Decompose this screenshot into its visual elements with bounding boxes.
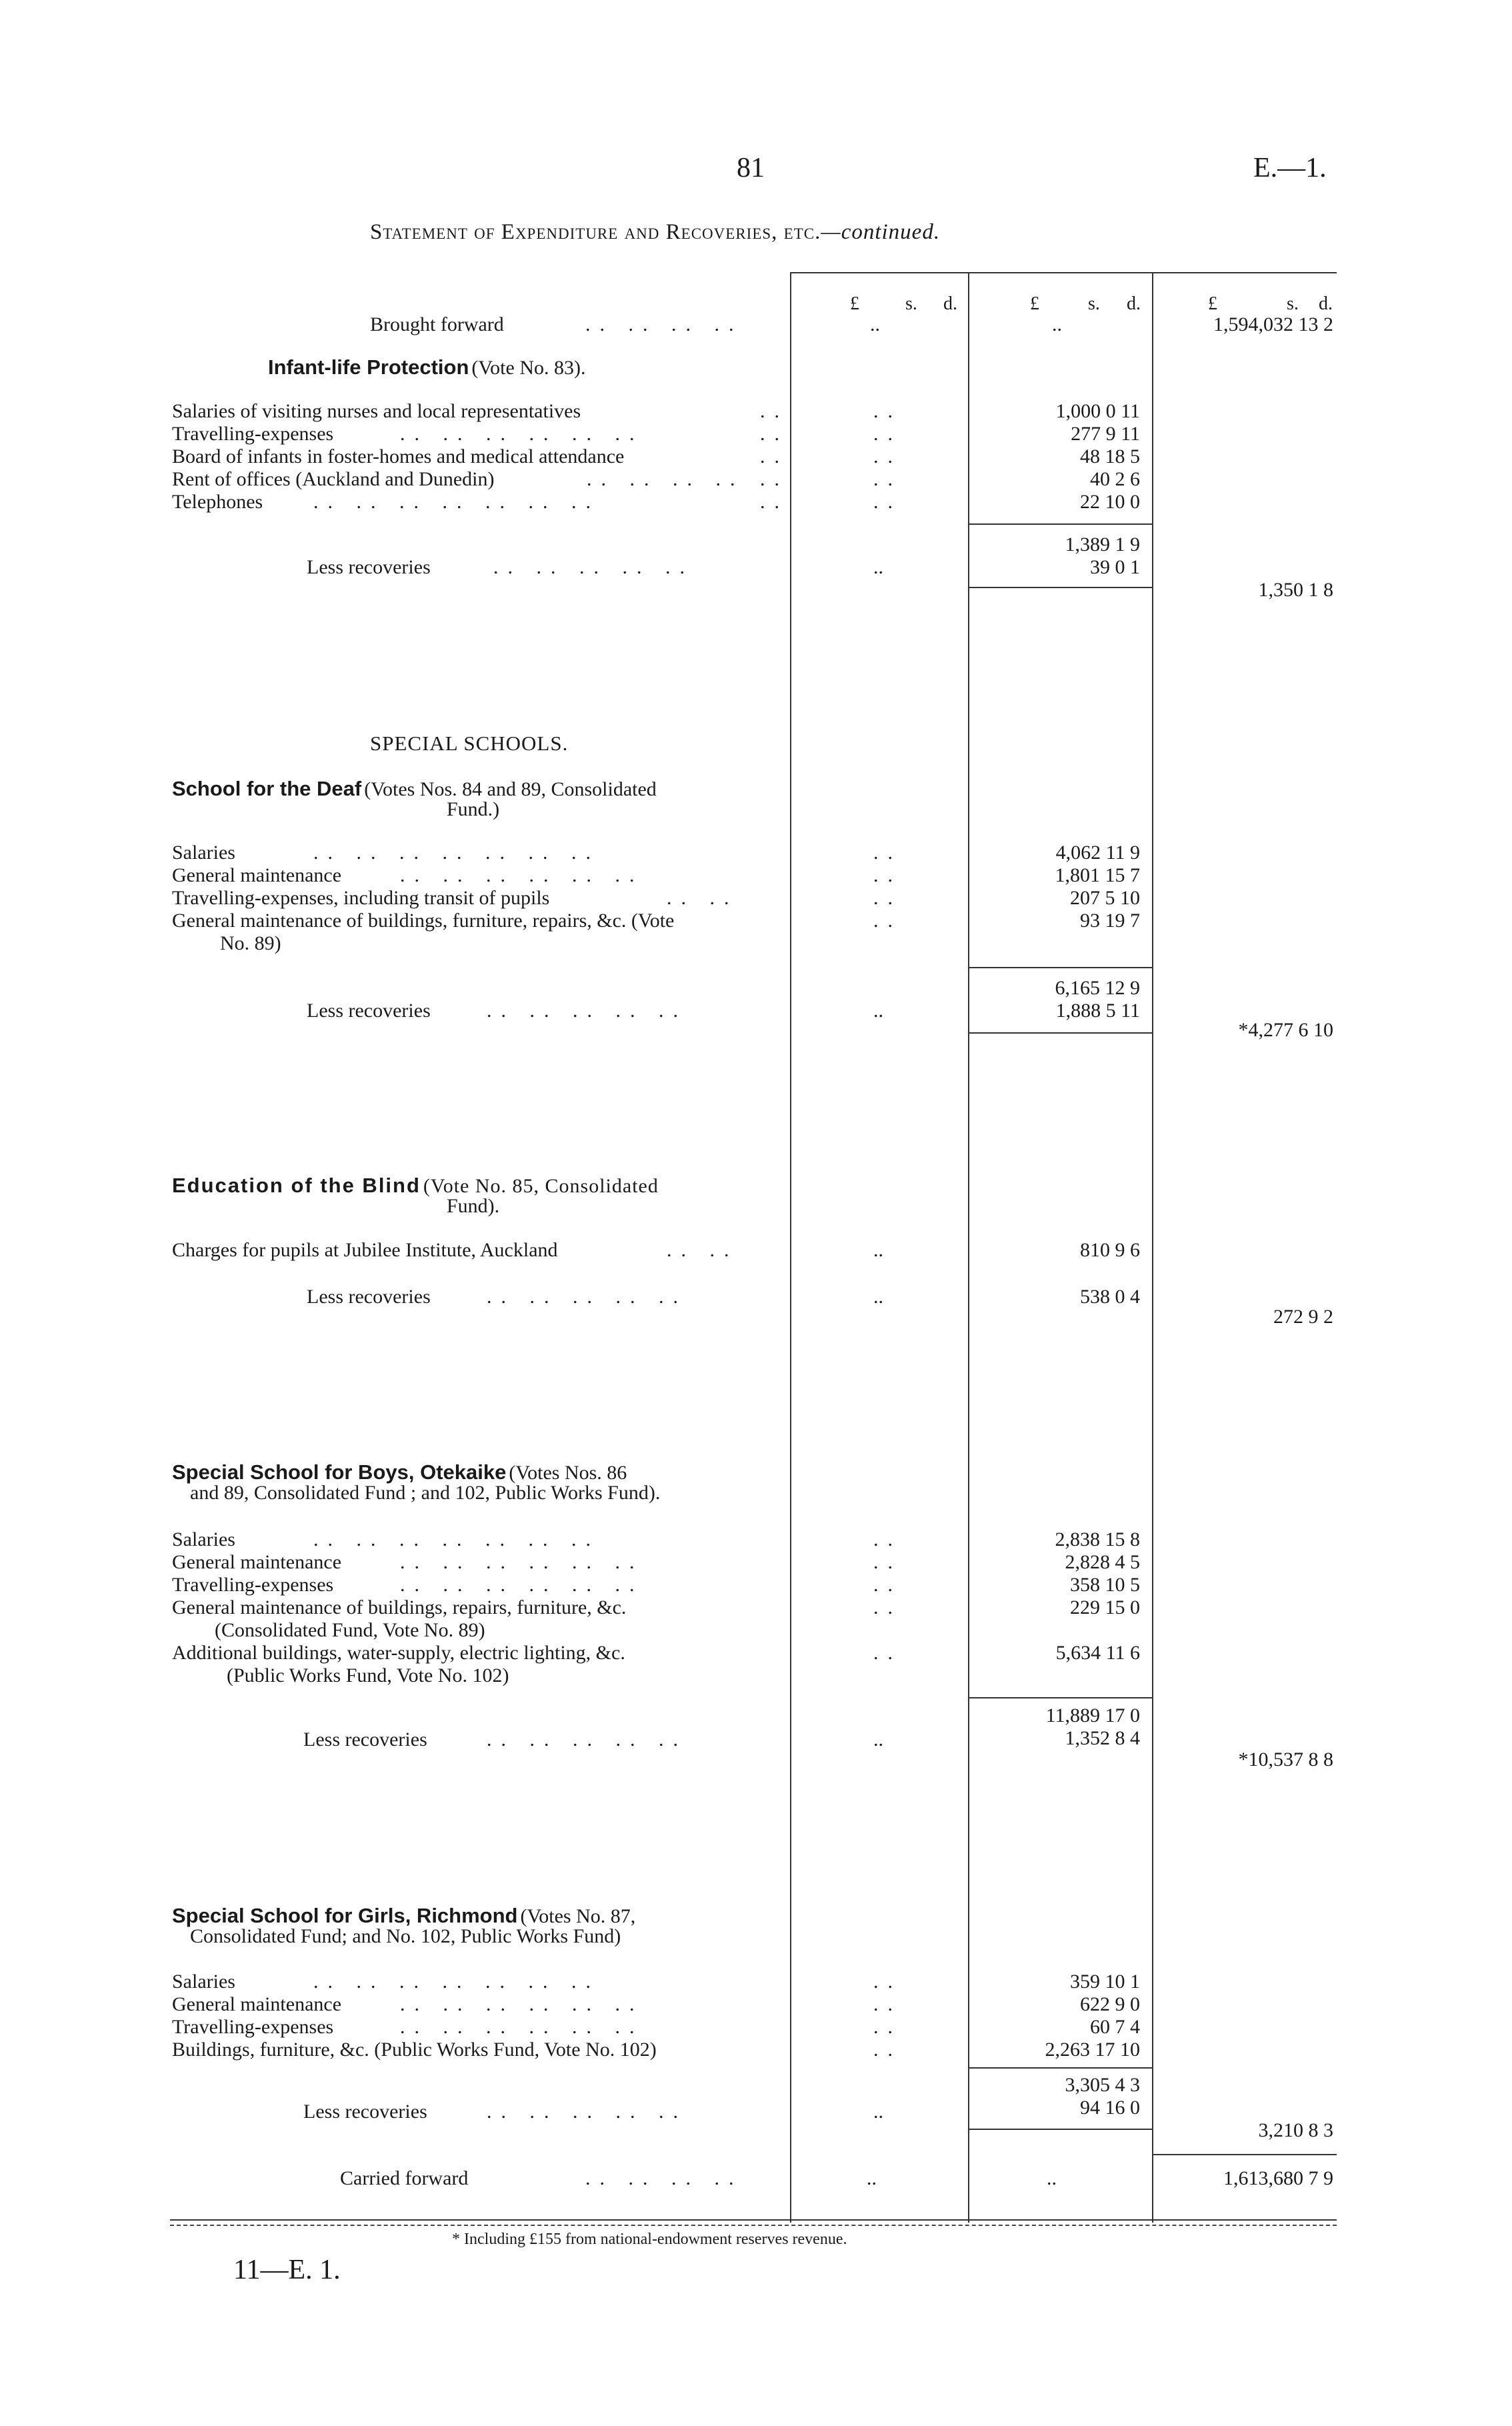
leader-dots: .. .. .. .. ..	[487, 2101, 687, 2123]
doc-ref: E.—1.	[1253, 153, 1327, 183]
deaf-row-amount: 207 5 10	[1070, 887, 1140, 909]
boys-heading-title: Special School for Boys, Otekaike	[172, 1460, 507, 1484]
infant-less-label: Less recoveries	[307, 556, 431, 578]
leader-dots: .. .. .. .. ..	[873, 400, 902, 513]
signature-mark: 11—E. 1.	[233, 2255, 341, 2285]
footnote: * Including £155 from national-endowment reserves revenue.	[452, 2231, 847, 2248]
boys-row-label: General maintenance of buildings, repairs, furniture, &c.	[172, 1596, 627, 1618]
infant-heading-vote: (Vote No. 83).	[471, 357, 586, 379]
girls-net: 3,210 8 3	[1258, 2119, 1333, 2141]
deaf-row-amount: 4,062 11 9	[1055, 842, 1140, 864]
infant-row-label: Board of infants in foster-homes and medical attendance	[172, 445, 625, 467]
carried-forward-c2: ..	[1047, 2167, 1057, 2189]
deaf-row-amount: 93 19 7	[1080, 910, 1140, 932]
carried-forward-c1: ..	[867, 2167, 877, 2189]
infant-heading-title: Infant-life Protection	[268, 355, 469, 379]
infant-subtotal: 1,389 1 9	[1065, 533, 1140, 555]
girls-row-amount: 60 7 4	[1090, 2016, 1140, 2038]
girls-row-label: Travelling-expenses	[172, 2016, 334, 2038]
leader-dots: .. .. .. .. .. ..	[400, 2016, 644, 2038]
infant-row-label: Salaries of visiting nurses and local representatives	[172, 400, 581, 422]
special-schools-heading: SPECIAL SCHOOLS.	[370, 732, 569, 755]
infant-row-amount: 1,000 0 11	[1055, 400, 1140, 422]
girls-heading-vote: (Votes No. 87,	[520, 1905, 636, 1927]
leader-dots: .. .. .. .. .. ..	[400, 1993, 644, 2015]
brought-forward-label: Brought forward	[370, 313, 504, 335]
deaf-heading	[172, 777, 657, 801]
col-rule-3	[1152, 272, 1153, 2223]
leader-dots: .. ..	[667, 1239, 739, 1261]
boys-row-amount: 2,828 4 5	[1065, 1551, 1140, 1573]
infant-row-amount: 40 2 6	[1090, 468, 1140, 490]
blind-recoveries: 538 0 4	[1080, 1286, 1140, 1308]
col3-pound: £	[1208, 293, 1217, 314]
infant-row-label: Rent of offices (Auckland and Dunedin)	[172, 468, 495, 490]
bottom-rule	[170, 2219, 1337, 2221]
title-main: Statement of Expenditure and Recoveries, etc.	[370, 220, 821, 244]
subtotal-rule	[968, 1697, 1152, 1698]
blind-heading-vote: (Vote No. 85, Consolidated	[423, 1175, 659, 1197]
boys-row-amount: 2,838 15 8	[1055, 1528, 1140, 1550]
col1-pound: £	[850, 293, 859, 314]
leader-dots: .. .. .. .. ..	[487, 1728, 687, 1750]
boys-net: *10,537 8 8	[1238, 1748, 1333, 1770]
leader-dots: .. .. .. ..	[587, 468, 745, 490]
col1-shilling: s.	[905, 293, 917, 314]
infant-row-label: Telephones	[172, 491, 263, 513]
leader-dots: ..	[873, 1239, 883, 1261]
boys-row-label: Travelling-expenses	[172, 1574, 334, 1596]
subtotal-rule	[968, 967, 1152, 968]
deaf-row-label: General maintenance	[172, 864, 342, 886]
page-number: 81	[737, 153, 765, 183]
blind-heading-title: Education of the Blind	[172, 1174, 421, 1197]
col2-pence: d.	[1127, 293, 1141, 314]
deaf-heading-vote-cont: Fund.)	[447, 798, 500, 820]
top-rule	[790, 272, 1337, 273]
leader-dots: .. .. .. .. .. ..	[400, 423, 644, 445]
girls-row-amount: 359 10 1	[1070, 1971, 1140, 1993]
boys-row-label-cont: (Public Works Fund, Vote No. 102)	[227, 1664, 509, 1686]
leader-dots: .. .. .. .. .. ..	[400, 1574, 644, 1596]
deaf-row-label: Salaries	[172, 842, 235, 864]
net-rule	[968, 2129, 1152, 2130]
net-rule	[968, 587, 1152, 588]
blind-heading-vote-cont: Fund).	[447, 1195, 500, 1217]
col-rule-2	[968, 272, 969, 2223]
infant-row-amount: 277 9 11	[1071, 423, 1140, 445]
girls-row-label: Salaries	[172, 1971, 235, 1993]
total-rule	[1152, 2154, 1337, 2155]
leader-dots: ..	[873, 2101, 883, 2123]
deaf-row-label-cont: No. 89)	[220, 932, 281, 954]
blind-less-label: Less recoveries	[307, 1286, 431, 1308]
blind-row-label: Charges for pupils at Jubilee Institute, Auckland	[172, 1239, 558, 1261]
col2-pound: £	[1030, 293, 1039, 314]
girls-row-label: General maintenance	[172, 1993, 342, 2015]
leader-dots: .. .. .. .. ..	[487, 1286, 687, 1308]
deaf-less-label: Less recoveries	[307, 1000, 431, 1022]
boys-row-label: Additional buildings, water-supply, electric lighting, &c.	[172, 1642, 625, 1664]
boys-heading-vote-cont: and 89, Consolidated Fund ; and 102, Public Works Fund).	[190, 1482, 661, 1504]
brought-forward-c2: ..	[1052, 313, 1062, 335]
carried-forward-total: 1,613,680 7 9	[1223, 2167, 1333, 2189]
girls-row-amount: 622 9 0	[1080, 1993, 1140, 2015]
leader-dots: .. .. .. ..	[873, 842, 902, 932]
girls-less-label: Less recoveries	[303, 2101, 427, 2123]
boys-row-label: Salaries	[172, 1528, 235, 1550]
col3-shilling: s.	[1287, 293, 1299, 314]
boys-row-amount: 229 15 0	[1070, 1596, 1140, 1618]
leader-dots: .. .. .. ..	[585, 2167, 743, 2189]
blind-net: 272 9 2	[1273, 1306, 1333, 1328]
leader-dots: .. .. .. ..	[873, 1971, 902, 2061]
boys-row-amount: 358 10 5	[1070, 1574, 1140, 1596]
leader-dots: .. .. .. .. ..	[873, 1528, 902, 1664]
brought-forward-c1: ..	[870, 313, 880, 335]
carried-forward-label: Carried forward	[340, 2167, 469, 2189]
leader-dots: .. .. .. .. .. ..	[400, 864, 644, 886]
leader-dots: .. .. .. .. ..	[487, 1000, 687, 1022]
leader-dots: .. ..	[667, 887, 739, 909]
boys-row-label: General maintenance	[172, 1551, 342, 1573]
col3-pence: d.	[1319, 293, 1333, 314]
deaf-row-label: General maintenance of buildings, furniture, repairs, &c. (Vote	[172, 910, 675, 932]
infant-row-amount: 22 10 0	[1080, 491, 1140, 513]
page-title	[370, 220, 940, 245]
girls-row-label: Buildings, furniture, &c. (Public Works Fund, Vote No. 102)	[172, 2039, 657, 2061]
deaf-heading-title: School for the Deaf	[172, 777, 362, 800]
boys-less-label: Less recoveries	[303, 1728, 427, 1750]
leader-dots: .. .. .. .. .. .. ..	[313, 1528, 600, 1550]
boys-row-label-cont: (Consolidated Fund, Vote No. 89)	[215, 1619, 485, 1641]
title-suffix: —continued.	[821, 220, 941, 244]
infant-row-label: Travelling-expenses	[172, 423, 334, 445]
leader-dots: .. .. .. .. .. .. ..	[313, 1971, 600, 1993]
leader-dots: ..	[873, 1000, 883, 1022]
deaf-row-label: Travelling-expenses, including transit of pupils	[172, 887, 550, 909]
girls-heading-title: Special School for Girls, Richmond	[172, 1904, 518, 1927]
leader-dots: .. .. .. ..	[585, 313, 743, 335]
girls-heading	[172, 1904, 635, 1928]
infant-net: 1,350 1 8	[1258, 579, 1333, 601]
leader-dots: .. .. .. .. ..	[760, 400, 789, 513]
boys-recoveries: 1,352 8 4	[1065, 1727, 1140, 1749]
boys-subtotal: 11,889 17 0	[1045, 1704, 1140, 1726]
leader-dots: ..	[873, 1728, 883, 1750]
leader-dots: ..	[873, 556, 883, 578]
girls-row-amount: 2,263 17 10	[1045, 2039, 1140, 2061]
deaf-heading-vote: (Votes Nos. 84 and 89, Consolidated	[364, 778, 657, 800]
leader-dots: .. .. .. .. ..	[493, 556, 694, 578]
deaf-row-amount: 1,801 15 7	[1055, 864, 1140, 886]
subtotal-rule	[968, 523, 1152, 525]
infant-row-amount: 48 18 5	[1080, 445, 1140, 467]
leader-dots: .. .. .. .. .. .. ..	[313, 491, 600, 513]
boys-heading	[172, 1460, 627, 1484]
deaf-recoveries: 1,888 5 11	[1055, 1000, 1140, 1022]
deaf-net: *4,277 6 10	[1238, 1019, 1333, 1041]
boys-row-amount: 5,634 11 6	[1055, 1642, 1140, 1664]
infant-heading	[268, 355, 585, 379]
girls-subtotal: 3,305 4 3	[1065, 2074, 1140, 2096]
subtotal-rule	[968, 2067, 1152, 2069]
leader-dots: .. .. .. .. .. .. ..	[313, 842, 600, 864]
bottom-rule-dashed	[170, 2225, 1337, 2226]
col1-pence: d.	[943, 293, 957, 314]
net-rule	[968, 1032, 1152, 1034]
blind-row-amount: 810 9 6	[1080, 1239, 1140, 1261]
blind-heading	[172, 1174, 659, 1198]
girls-heading-vote-cont: Consolidated Fund; and No. 102, Public Works Fund)	[190, 1925, 621, 1947]
brought-forward-total: 1,594,032 13 2	[1213, 313, 1333, 335]
col2-shilling: s.	[1088, 293, 1100, 314]
col-rule-1	[790, 272, 791, 2223]
infant-recoveries: 39 0 1	[1090, 556, 1140, 578]
leader-dots: ..	[873, 1286, 883, 1308]
leader-dots: .. .. .. .. .. ..	[400, 1551, 644, 1573]
deaf-subtotal: 6,165 12 9	[1055, 977, 1140, 999]
boys-heading-vote: (Votes Nos. 86	[509, 1462, 627, 1484]
girls-recoveries: 94 16 0	[1080, 2097, 1140, 2119]
